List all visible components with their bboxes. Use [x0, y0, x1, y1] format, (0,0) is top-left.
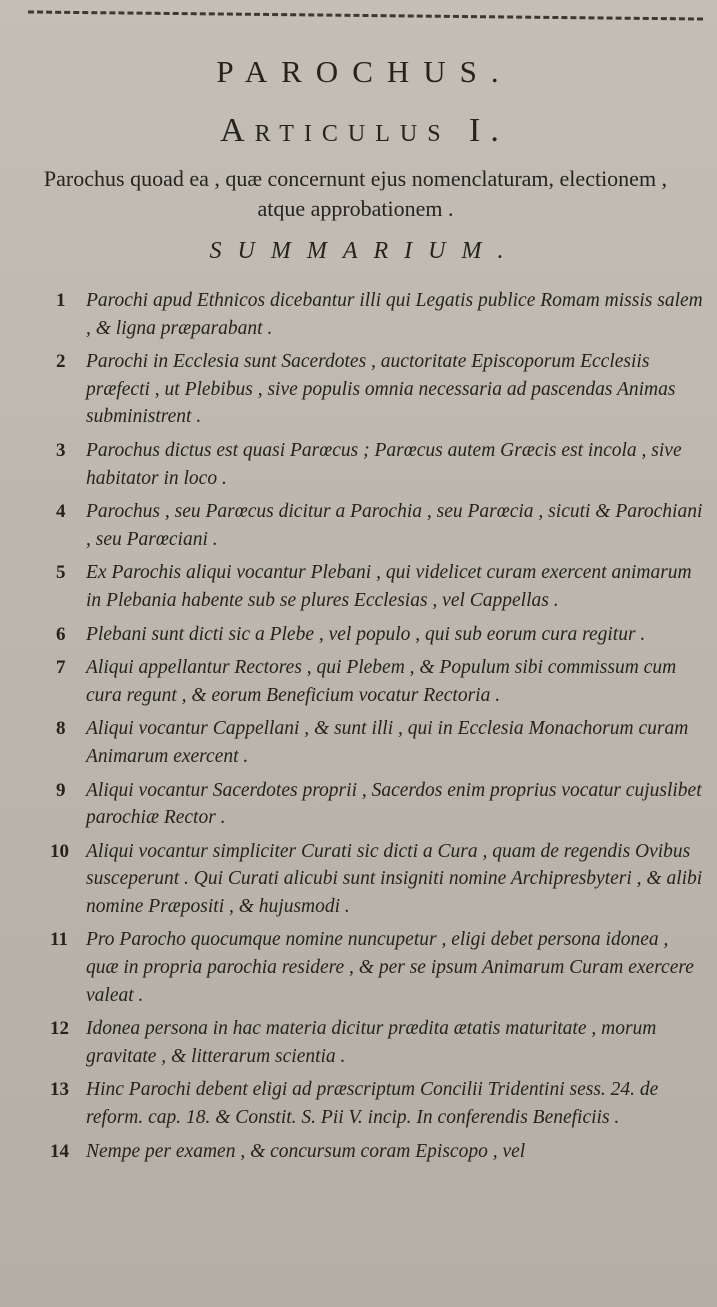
- item-text: Parochus dictus est quasi Parœcus ; Parœcus autem Græcis est incola , sive habitator in loco .: [86, 439, 682, 489]
- item-number: 9: [56, 779, 66, 801]
- list-item: [22, 498, 707, 553]
- list-item: [22, 777, 707, 832]
- item-text: Nempe per examen , & concursum coram Episcopo , vel: [86, 1140, 526, 1162]
- item-text: Plebani sunt dicti sic a Plebe , vel populo , qui sub eorum cura regitur .: [86, 623, 646, 645]
- item-text: Aliqui vocantur simpliciter Curati sic dicti a Cura , quam de regendis Ovibus susceperunt . Qui Curati alicubi sunt insigniti nomine Archipresbyteri , & alibi nomine Præpositi , & hujusmodi .: [86, 840, 703, 917]
- item-text: Aliqui appellantur Rectores , qui Plebem , & Populum sibi commissum cum cura regunt , & eorum Beneficium vocatur Rectoria .: [86, 657, 677, 706]
- list-item: [22, 287, 707, 342]
- list-item: [22, 926, 707, 1009]
- list-item: [22, 838, 707, 921]
- article-subtitle: Parochus quoad ea , quæ concernunt ejus nomenclaturam, electionem , atque approbationem .: [43, 166, 668, 221]
- item-number: 1: [56, 290, 66, 311]
- item-number: 10: [50, 840, 69, 862]
- item-text: Parochus , seu Parœcus dicitur a Parochia , seu Parœcia , sicuti & Parochiani , seu Parœciani .: [86, 501, 703, 550]
- item-text: Parochi apud Ethnicos dicebantur illi qui Legatis publice Romam missis salem , & ligna præparabant .: [86, 290, 703, 339]
- item-number: 5: [56, 562, 66, 584]
- list-item: [22, 715, 707, 770]
- item-text: Hinc Parochi debent eligi ad præscriptum Concilii Tridentini sess. 24. de reform. cap. 18. & Constit. S. Pii V. incip. In conferendis Beneficiis .: [86, 1079, 659, 1129]
- running-head: PAROCHUS.: [216, 54, 513, 89]
- item-text: Idonea persona in hac materia dicitur prædita ætatis maturitate , morum gravitate , & litterarum scientia .: [86, 1018, 657, 1067]
- item-text: Parochi in Ecclesia sunt Sacerdotes , auctoritate Episcoporum Ecclesiis præfecti , ut Plebibus , sive populis omnia necessaria ad pascendas Animas subministrent .: [86, 351, 676, 428]
- item-number: 11: [50, 929, 68, 951]
- item-number: 3: [56, 439, 66, 461]
- list-item: [22, 621, 707, 649]
- item-number: 6: [56, 623, 66, 645]
- list-item: [22, 654, 707, 709]
- item-text: Aliqui vocantur Cappellani , & sunt illi , qui in Ecclesia Monachorum curam Animarum exercent .: [86, 718, 689, 767]
- item-number: 2: [56, 351, 66, 373]
- item-number: 14: [50, 1140, 69, 1162]
- article-title: Articulus I.: [220, 112, 509, 149]
- summary-heading: SUMMARIUM.: [209, 238, 520, 264]
- item-text: Pro Parocho quocumque nomine nuncupetur , eligi debet persona idonea , quæ in propria parochia residere , & per se ipsum Animarum Curam exercere valeat .: [86, 929, 694, 1006]
- list-item: [22, 559, 707, 614]
- summary-list: [22, 287, 707, 1165]
- item-number: 8: [56, 718, 66, 740]
- list-item: [22, 1138, 707, 1166]
- list-item: [22, 348, 707, 431]
- list-item: [22, 437, 707, 492]
- list-item: [22, 1076, 707, 1131]
- item-number: 13: [50, 1079, 69, 1101]
- list-item: [22, 1015, 707, 1070]
- item-text: Aliqui vocantur Sacerdotes proprii , Sacerdos enim proprius vocatur cujuslibet parochiæ Rector .: [86, 779, 702, 829]
- item-number: 4: [56, 501, 66, 523]
- item-number: 12: [50, 1018, 69, 1040]
- item-text: Ex Parochis aliqui vocantur Plebani , qui videlicet curam exercent animarum in Plebania habente sub se plures Ecclesias , vel Cappellas .: [86, 562, 692, 611]
- item-number: 7: [56, 657, 66, 679]
